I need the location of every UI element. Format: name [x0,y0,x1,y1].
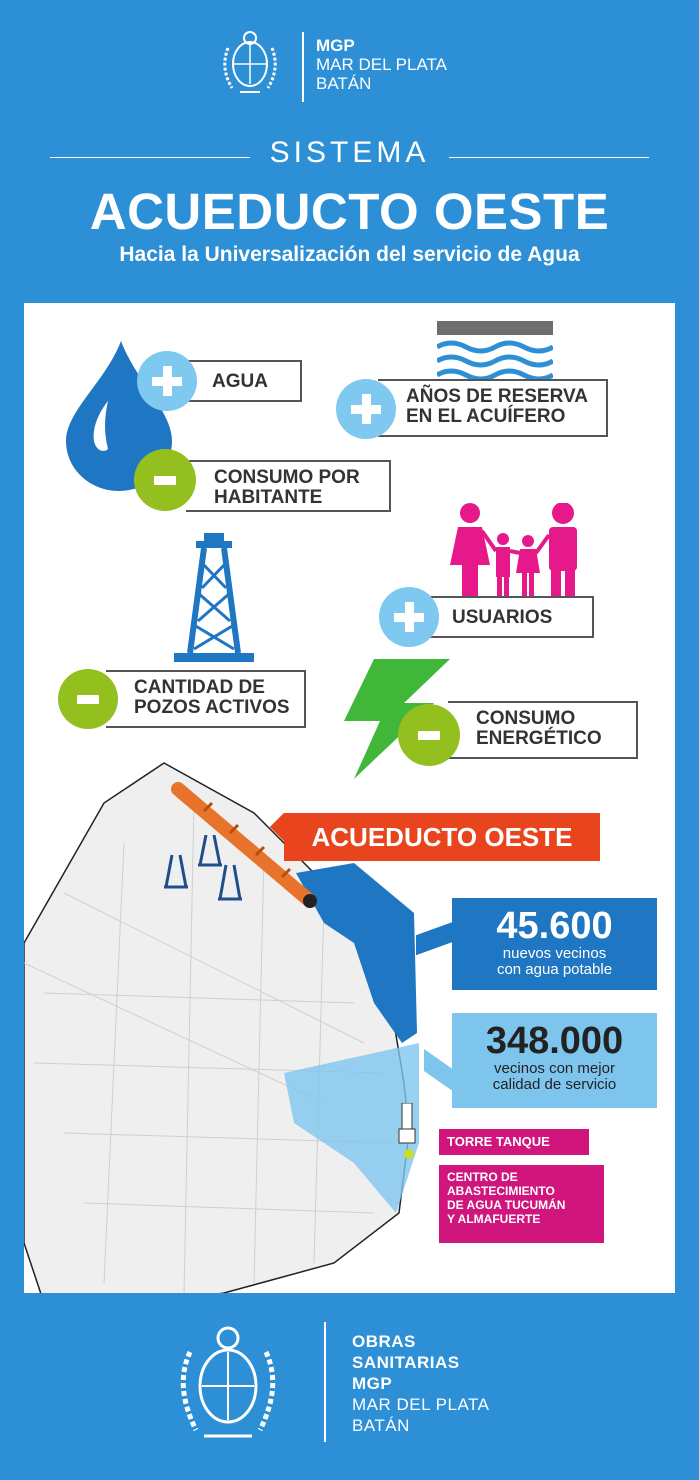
footer-l5: BATÁN [352,1416,410,1435]
stat1-l1: nuevos vecinos [502,945,607,962]
stat2-number: 348.000 [485,1020,624,1062]
header-org-text [316,36,447,93]
footer-org-text [352,1331,490,1436]
centro-l4: Y ALMAFUERTE [447,1212,541,1226]
centro-l1: CENTRO DE [447,1170,518,1184]
footer-l1: OBRAS [352,1332,416,1351]
header-divider [302,32,304,102]
stat-better-service [452,1013,657,1108]
energia-l1: CONSUMO [476,708,576,729]
agua-text: AGUA [212,371,268,392]
page-subtitle: Hacia la Universalización del servicio de Agua [119,243,580,266]
pretitle: SISTEMA [269,136,430,169]
footer-l4: MAR DEL PLATA [352,1395,490,1414]
water-tower-icon [396,1103,418,1145]
aquifer-waves-icon [437,321,553,383]
header-org-line3: BATÁN [316,74,372,93]
centro-l2: ABASTECIMIENTO [447,1184,555,1198]
pozos-l1: CANTIDAD DE [134,677,265,698]
oil-rig-icon [174,533,254,665]
anos-l1: AÑOS DE RESERVA [406,386,588,407]
consumo-l2: HABITANTE [214,487,323,508]
stat2-l1: vecinos con mejor [494,1060,615,1077]
family-icon [448,503,588,603]
municipal-seal-icon [218,28,282,98]
centro-dot [404,1149,414,1159]
pozos-activos-label [106,670,306,728]
usuarios-label [424,596,594,638]
plus-icon [137,351,197,411]
consumo-habitante-label [186,460,391,512]
acueducto-oeste-label: ACUEDUCTO OESTE [284,813,600,861]
centro-abastecimiento-label [439,1165,604,1243]
infographic-panel [24,303,675,1293]
stat1-l2: con agua potable [496,961,613,978]
centro-l3: DE AGUA TUCUMÁN [447,1198,566,1212]
stat1-number: 45.600 [496,905,613,947]
stat-new-neighbors [452,898,657,990]
energia-l2: ENERGÉTICO [476,728,602,749]
anos-l2: EN EL ACUÍFERO [406,406,566,427]
torre-tanque-label: TORRE TANQUE [439,1129,589,1155]
header-org-line2: MAR DEL PLATA [316,55,447,74]
agua-label [184,360,302,402]
obras-sanitarias-seal-icon [172,1322,284,1446]
pozos-l2: POZOS ACTIVOS [134,697,290,718]
minus-icon [58,669,118,729]
anos-reserva-label [378,379,608,437]
header-org-abbr: MGP [316,36,355,55]
plus-icon [336,379,396,439]
minus-icon [134,449,196,511]
footer-l2: SANITARIAS [352,1353,460,1372]
well-icons [164,835,264,915]
footer-divider [324,1322,326,1442]
footer-l3: MGP [352,1374,393,1393]
stat2-l2: calidad de servicio [492,1076,617,1093]
page-title: ACUEDUCTO OESTE [89,183,610,240]
plus-icon [379,587,439,647]
consumo-l1: CONSUMO POR [214,467,360,488]
usuarios-text: USUARIOS [452,607,553,628]
